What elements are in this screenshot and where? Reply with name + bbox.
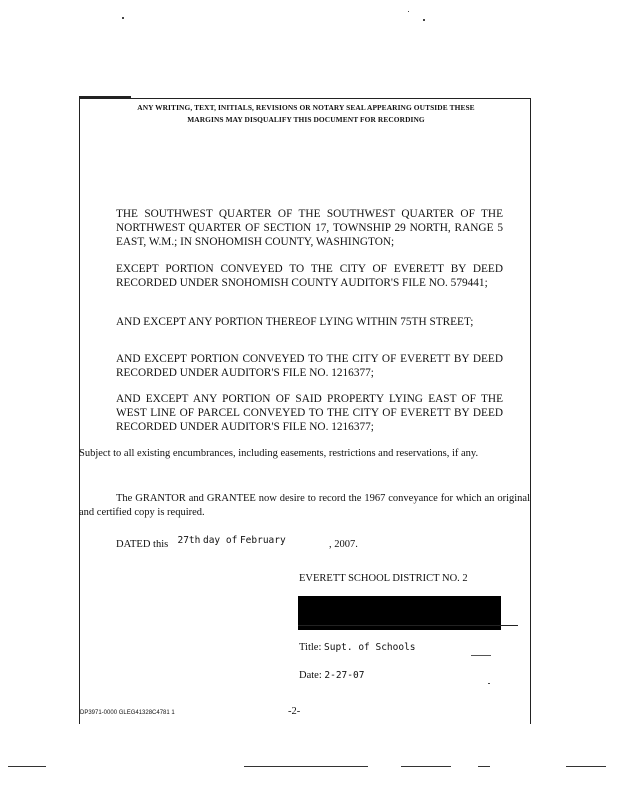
file-code: DP3971-0000 GLEG41328C4781 1 <box>80 710 175 716</box>
bottom-scan-line <box>478 766 490 767</box>
grantor-statement: The GRANTOR and GRANTEE now desire to record the 1967 conveyance for which an original and certified copy is required. <box>79 493 530 518</box>
title-value: Supt. of Schools <box>324 642 416 653</box>
scan-speck <box>488 683 490 684</box>
warning-line-1: ANY WRITING, TEXT, INITIALS, REVISIONS OR NOTARY SEAL APPEARING OUTSIDE THESE <box>137 103 475 112</box>
date-field <box>299 670 364 681</box>
bottom-scan-line <box>401 766 451 767</box>
legal-paragraph-5: AND EXCEPT ANY PORTION OF SAID PROPERTY LYING EAST OF THE WEST LINE OF PARCEL CONVEYED TO THE CITY OF EVERETT BY DEED RECORDED UNDER AUDITOR'S FILE NO. 1216377; <box>116 393 503 433</box>
scan-speck <box>408 11 409 12</box>
date-label: Date: <box>299 670 322 681</box>
dated-line <box>116 535 396 552</box>
bottom-scan-line <box>8 766 46 767</box>
legal-paragraph-2: EXCEPT PORTION CONVEYED TO THE CITY OF EVERETT BY DEED RECORDED UNDER SNOHOMISH COUNTY AUDITOR'S FILE NO. 579441; <box>116 263 503 289</box>
scan-speck <box>423 19 425 21</box>
grantor-organization: EVERETT SCHOOL DISTRICT NO. 2 <box>299 573 468 584</box>
date-value: 2-27-07 <box>324 670 365 681</box>
scan-speck <box>122 17 124 19</box>
title-underline <box>471 655 491 656</box>
subject-to-clause: Subject to all existing encumbrances, including easements, restrictions and reservations, if any. <box>79 448 479 459</box>
title-field <box>299 642 416 653</box>
handwritten-day: 27th <box>177 535 201 546</box>
dated-year: , 2007. <box>328 539 358 550</box>
dated-prefix: DATED this <box>116 539 169 550</box>
title-label: Title: <box>299 642 322 653</box>
bottom-scan-line <box>244 766 368 767</box>
legal-paragraph-4: AND EXCEPT PORTION CONVEYED TO THE CITY OF EVERETT BY DEED RECORDED UNDER AUDITOR'S FILE NO. 1216377; <box>116 353 503 379</box>
warning-line-2: MARGINS MAY DISQUALIFY THIS DOCUMENT FOR RECORDING <box>187 115 425 124</box>
legal-paragraph-3: AND EXCEPT ANY PORTION THEREOF LYING WITHIN 75TH STREET; <box>116 316 474 328</box>
page-number: -2- <box>288 706 301 717</box>
recording-warning <box>100 102 512 126</box>
day-of-text: day of <box>202 535 238 546</box>
legal-paragraph-1: THE SOUTHWEST QUARTER OF THE SOUTHWEST QUARTER OF THE NORTHWEST QUARTER OF SECTION 17, TOWNSHIP 29 NORTH, RANGE 5 EAST, W.M.; IN SNOHOMISH COUNTY, WASHINGTON; <box>116 208 503 248</box>
signature-line <box>298 625 518 626</box>
handwritten-month: February <box>239 535 286 546</box>
bottom-scan-line <box>566 766 606 767</box>
